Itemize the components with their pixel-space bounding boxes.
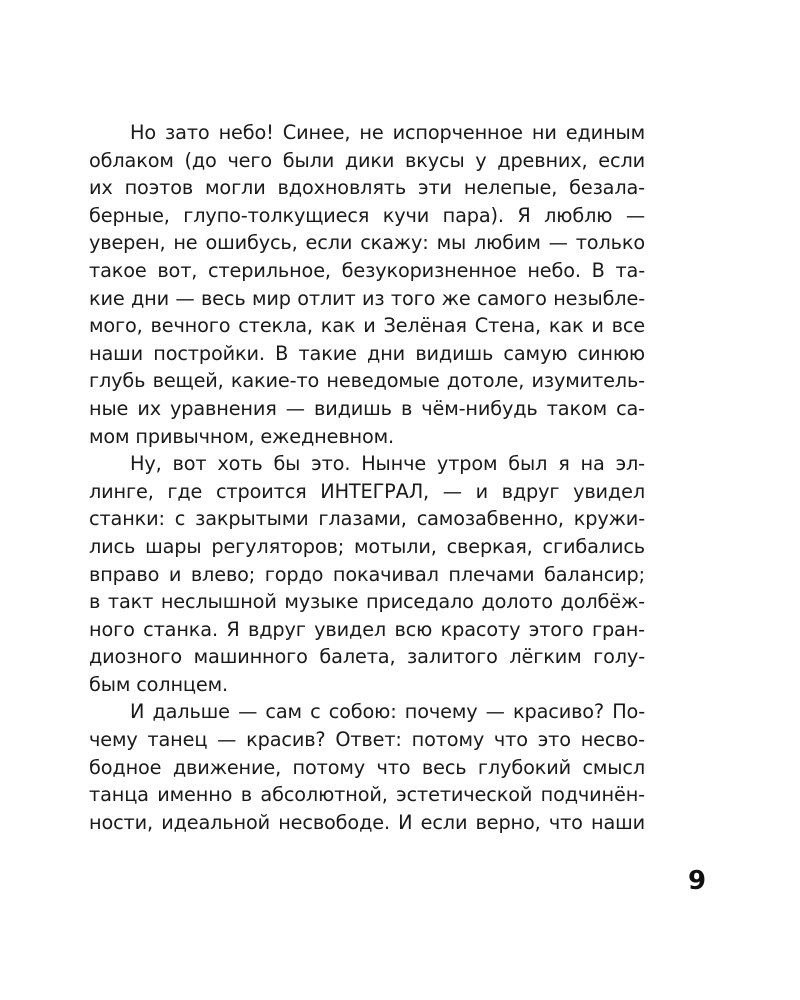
text-line: ного станка. Я вдруг увидел всю красоту этого гран- (89, 617, 645, 641)
text-line: линге, где строится ИНТЕГРАЛ, — и вдруг увидел (89, 479, 645, 503)
text-line: такое вот, стерильное, безукоризненное небо. В та- (89, 258, 645, 282)
text-line: ные их уравнения — видишь в чём-нибудь таком са- (89, 396, 645, 420)
text-line: бым солнцем. (89, 672, 228, 696)
text-line: ности, идеальной несвободе. И если верно, что наши (89, 810, 645, 834)
text-line: бодное движение, потому что весь глубокий смысл (89, 755, 645, 779)
text-line: чему танец — красив? Ответ: потому что это несво- (89, 728, 645, 752)
page-number: 9 (688, 866, 707, 896)
text-line: лись шары регуляторов; мотыли, сверкая, сгибались (89, 534, 645, 558)
text-line: глубь вещей, какие-то неведомые дотоле, изумитель- (89, 369, 645, 393)
text-line: облаком (до чего были дики вкусы у древних, если (89, 148, 645, 172)
text-line: станки: с закрытыми глазами, самозабвенно, кружи- (89, 507, 645, 531)
text-line: Ну, вот хоть бы это. Нынче утром был я на эл- (130, 452, 645, 476)
text-line: танца именно в абсолютной, эстетической подчинён- (89, 783, 645, 807)
text-line: вправо и влево; гордо покачивал плечами балансир; (89, 562, 645, 586)
text-line: мом привычном, ежедневном. (89, 424, 395, 448)
text-line: уверен, не ошибусь, если скажу: мы любим — только (89, 231, 645, 255)
text-line: Но зато небо! Синее, не испорченное ни единым (130, 121, 645, 144)
text-line: берные, глупо-толкущиеся кучи пара). Я люблю — (89, 203, 645, 227)
text-line: мого, вечного стекла, как и Зелёная Стена, как и все (89, 314, 645, 338)
text-line: кие дни — весь мир отлит из того же самого незыбле- (89, 286, 645, 310)
text-line: И дальше — сам с собою: почему — красиво? По- (130, 700, 645, 724)
text-line: их поэтов могли вдохновлять эти нелепые, безала- (89, 176, 645, 200)
text-line: диозного машинного балета, залитого лёгким голу- (89, 645, 645, 669)
text-line: в такт неслышной музыке приседало долото долбёж- (89, 590, 645, 614)
text-line: наши постройки. В такие дни видишь самую синюю (89, 341, 645, 365)
body-text (89, 119, 645, 836)
